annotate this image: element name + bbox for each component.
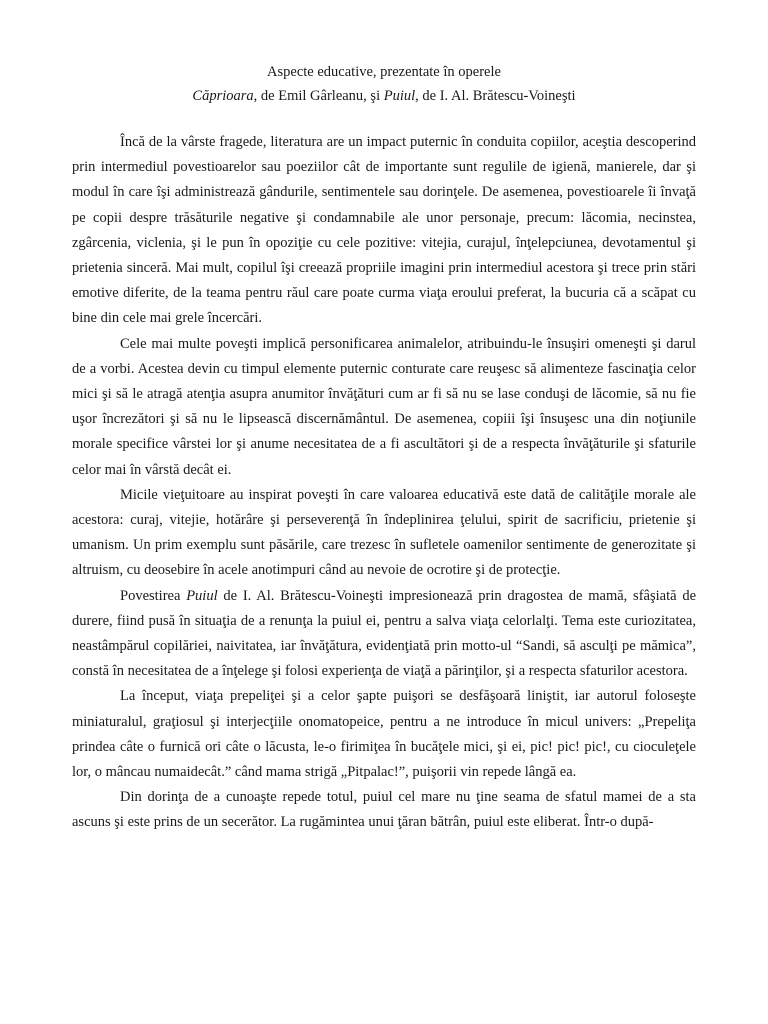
paragraph-1: Încă de la vârste fragede, literatura are un impact puternic în conduita copiilor, aceştia descoperind prin intermediul povestioarelor sau poeziilor cât de importante sunt regulile de igienă, manierele, dar şi modul în care îşi administrează gândurile, sentimentele sau dorinţele. De asemenea, povestioarele îi învaţă pe copii despre trăsăturile negative şi condamnabile ale unor personaje, precum: lăcomia, necinstea, zgârcenia, viclenia, şi le pun în opoziţie cu cele pozitive: vitejia, curajul, înţelepciunea, devotamentul şi prietenia sinceră. Mai mult, copilul îşi creează propriile imagini prin intermediul acestora şi trece prin stări emotive diferite, de la teama pentru răul care poate curma viaţa eroului preferat, la bucuria că a scăpat cu bine din cele mai grele încercări. xyxy=(72,134,696,327)
paragraph-4-post: de I. Al. Brătescu-Voineşti impresionează prin dragostea de mamă, sfâşiată de durere, fiind pusă în situaţia de a renunţa la puiul ei, pentru a salva viaţa celorlalţi. Tema este curiozitatea, neastâmpărul copilăriei, naivitatea, iar învăţătura, evidenţiată prin motto-ul “Sandi, să asculţi pe mămica”, constă în necesitatea de a înţelege şi folosi experienţa de viaţă a părinţilor, şi a respecta sfaturilor acestora. xyxy=(72,587,697,680)
title-author-1: , de Emil Gârleanu, şi xyxy=(253,88,384,104)
paragraph-4-work: Puiul xyxy=(186,587,218,604)
paragraph-2: Cele mai multe poveşti implică personificarea animalelor, atribuindu-le însuşiri omeneşti şi darul de a vorbi. Acestea devin cu timpul elemente puternic conturate care reuşesc să alimenteze fascinaţia celor mici şi să le atragă atenţia asupra anumitor învăţături cum ar fi să nu se lase conduşi de lăcomie, să nu fie uşor încrezători şi să nu le lipsească discernământul. De asemenea, copiii îşi însuşesc una din noţiunile morale specifice vârstei lor şi anume necesitatea de a fi ascultători şi de a respecta învăţăturile şi sfaturile celor mai în vârstă decât ei. xyxy=(72,335,696,478)
paragraph-4-pre: Povestirea xyxy=(120,587,187,604)
title-author-2: , de I. Al. Brătescu-Voineşti xyxy=(415,88,576,104)
title-work-puiul: Puiul xyxy=(383,88,416,104)
paragraph-3: Micile vieţuitoare au inspirat poveşti în care valoarea educativă este dată de calităţile morale ale acestora: curaj, vitejie, hotărâre şi perseverenţă în îndeplinirea ţelului, spirit de sacrificiu, prietenie şi umanism. Un prim exemplu sunt păsările, care trezesc în sufletele oamenilor sentimente de generozitate şi altruism, cu deosebire în acele anotimpuri când au nevoie de ocrotire şi de protecţie. xyxy=(72,486,696,579)
document-title xyxy=(72,60,696,108)
paragraph-6: Din dorinţa de a cunoaşte repede totul, puiul cel mare nu ţine seama de sfatul mamei de a sta ascuns şi este prins de un secerător. La rugămintea unui ţăran bătrân, puiul este eliberat. Într-o după- xyxy=(72,789,696,831)
title-work-capriora: Căprioara xyxy=(192,88,254,104)
paragraph-4 xyxy=(72,584,696,685)
title-line-2 xyxy=(72,84,696,108)
paragraph-5: La început, viaţa prepeliţei şi a celor şapte puişori se desfăşoară liniştit, iar autorul foloseşte miniaturalul, graţiosul şi interjecţiile onomatopeice, pentru a ne introduce în micul univers: „Prepeliţa prindea câte o furnică ori câte o lăcusta, le-o firimiţea în bucăţele mici, şi ei, pic! pic! pic!, cu cioculeţele lor, o mâncau numaidecât.” când mama strigă „Pitpalac!”, puişorii vin repede lângă ea. xyxy=(72,688,696,781)
title-line-1: Aspecte educative, prezentate în operele xyxy=(267,64,501,80)
